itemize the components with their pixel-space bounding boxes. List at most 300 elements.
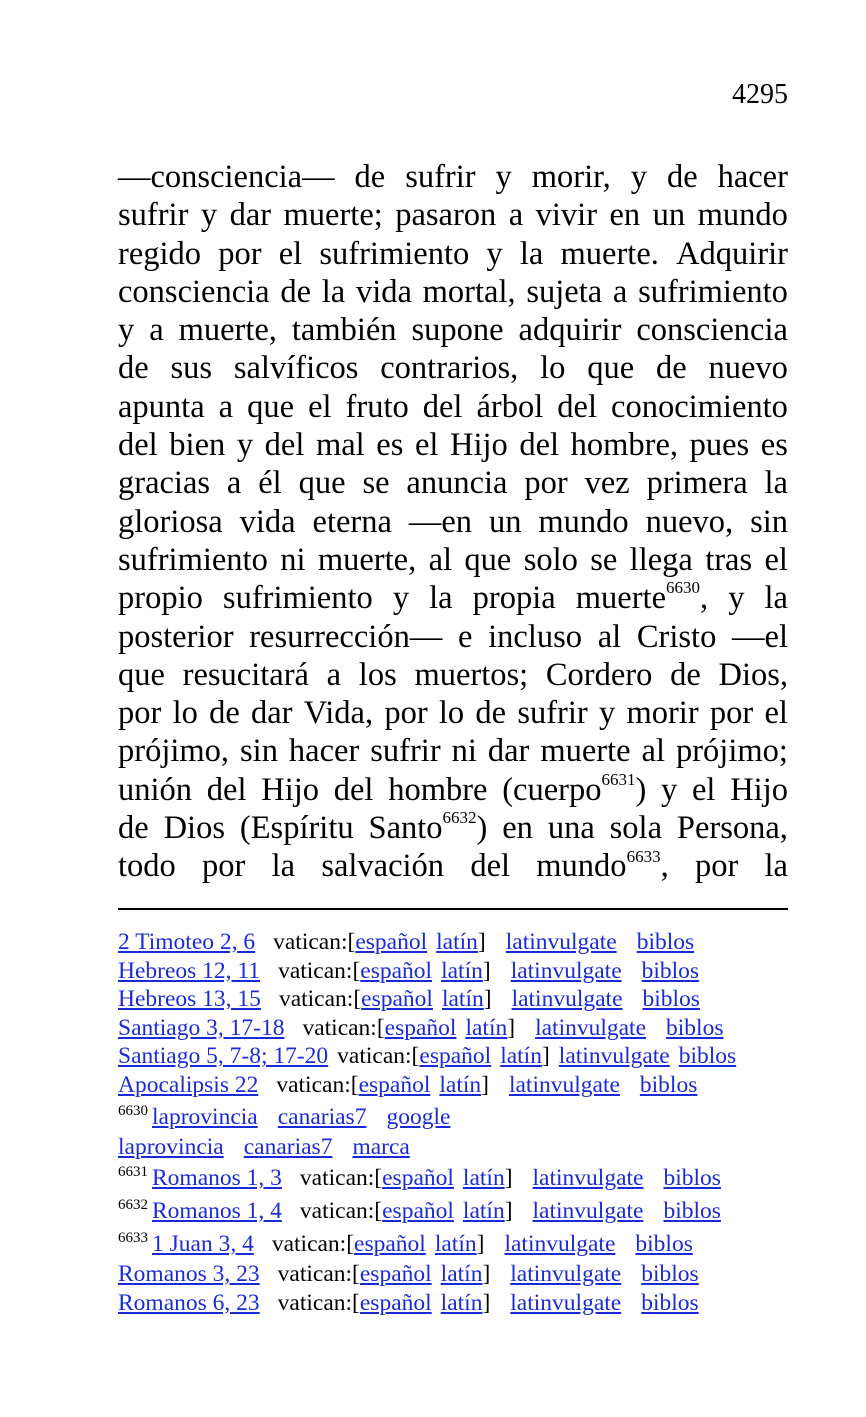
word: propio bbox=[118, 580, 203, 617]
biblos-link[interactable]: biblos bbox=[641, 1289, 699, 1316]
word: y bbox=[728, 580, 745, 617]
text-line bbox=[118, 311, 788, 349]
latinvulgate-link[interactable]: latinvulgate bbox=[510, 1261, 622, 1288]
word: del bbox=[118, 427, 158, 464]
latin-link[interactable]: latín bbox=[440, 1261, 483, 1288]
word: hombre, bbox=[570, 427, 679, 464]
word: incluso bbox=[488, 618, 583, 655]
latin-link[interactable]: latín bbox=[500, 1043, 542, 1070]
word: resurrección— bbox=[249, 618, 443, 655]
word: y bbox=[598, 695, 616, 732]
word: dar bbox=[229, 197, 272, 234]
word: fruto bbox=[345, 388, 409, 425]
word: al bbox=[641, 733, 666, 770]
espanol-link[interactable]: español bbox=[359, 1289, 432, 1316]
body-text bbox=[118, 158, 788, 886]
word: hacer bbox=[717, 159, 788, 195]
vatican-label: vatican:[ bbox=[277, 1289, 360, 1316]
word: sujeta bbox=[526, 273, 603, 310]
footnote-ref-marker: 6633 bbox=[626, 846, 661, 866]
word: dar bbox=[487, 733, 530, 770]
word: que bbox=[587, 350, 635, 387]
news-link-laprovincia[interactable]: laprovincia bbox=[118, 1133, 224, 1160]
text-line bbox=[118, 809, 788, 847]
word: Cordero bbox=[545, 656, 653, 693]
word: hombre bbox=[388, 771, 488, 808]
footnote-line bbox=[118, 1260, 798, 1289]
word: regido bbox=[118, 235, 202, 272]
news-link-canarias7[interactable]: canarias7 bbox=[243, 1133, 333, 1160]
word: muerte, bbox=[178, 312, 277, 349]
word: posterior bbox=[118, 618, 234, 655]
word: Vida, bbox=[303, 695, 374, 732]
word: él bbox=[258, 465, 282, 502]
word: y bbox=[200, 197, 218, 234]
latinvulgate-link[interactable]: latinvulgate bbox=[532, 1198, 644, 1225]
bible-ref-link[interactable]: Santiago 3, 17-18 bbox=[118, 1014, 285, 1041]
word: es bbox=[760, 427, 788, 464]
word: y bbox=[661, 771, 678, 808]
word: que bbox=[247, 388, 295, 425]
word: bien bbox=[169, 427, 226, 464]
word: salvación bbox=[321, 848, 445, 885]
bracket-close: ] bbox=[482, 1289, 491, 1316]
biblos-link[interactable]: biblos bbox=[636, 929, 695, 955]
word: la bbox=[519, 235, 544, 272]
word: solo bbox=[523, 541, 578, 578]
word: por bbox=[118, 695, 162, 732]
bible-ref-link[interactable]: Hebreos 13, 15 bbox=[118, 986, 261, 1013]
word: también bbox=[291, 312, 397, 349]
word: vivir bbox=[535, 197, 598, 234]
word: sufrimiento bbox=[118, 541, 268, 578]
word: muerte bbox=[575, 580, 666, 617]
espanol-link[interactable]: español bbox=[382, 1165, 454, 1192]
page-number: 4295 bbox=[732, 79, 788, 110]
biblos-link[interactable]: biblos bbox=[666, 1014, 724, 1041]
word: Dios, bbox=[718, 656, 788, 693]
word: vez bbox=[584, 465, 630, 502]
word: nuevo bbox=[708, 350, 788, 387]
word: ni bbox=[280, 541, 306, 578]
footnote-marker: 6631 bbox=[118, 1164, 148, 1181]
punctuation: ) bbox=[476, 810, 488, 847]
word: la bbox=[764, 465, 788, 502]
word: lo bbox=[438, 695, 465, 732]
word: lo bbox=[540, 350, 566, 387]
word: —en bbox=[408, 503, 473, 540]
word: (cuerpo bbox=[502, 771, 602, 808]
word: del bbox=[519, 427, 560, 464]
text-line bbox=[118, 503, 788, 541]
word: hacer bbox=[288, 733, 360, 770]
text-line bbox=[118, 541, 788, 579]
word-with-footnote bbox=[502, 771, 646, 809]
bracket-close: ] bbox=[507, 1014, 516, 1041]
word: a bbox=[149, 312, 164, 349]
text-line bbox=[118, 694, 788, 732]
biblos-link[interactable]: biblos bbox=[663, 1165, 721, 1192]
punctuation: , bbox=[700, 580, 709, 617]
word: árbol bbox=[476, 388, 544, 425]
word: resucitará bbox=[182, 656, 309, 693]
word: mundo bbox=[536, 848, 627, 885]
word: de bbox=[655, 350, 687, 387]
word: sufrimiento bbox=[638, 273, 788, 310]
word: se bbox=[362, 465, 390, 502]
text-line bbox=[118, 158, 788, 196]
word: lo bbox=[172, 695, 198, 732]
word: del bbox=[557, 388, 597, 425]
bracket-close: ] bbox=[477, 929, 486, 955]
word: consciencia bbox=[636, 312, 788, 349]
word: adquirir bbox=[518, 312, 622, 349]
footnote-line bbox=[118, 957, 798, 986]
word: y bbox=[630, 159, 647, 195]
word: muerte. bbox=[560, 235, 659, 272]
word: unión bbox=[118, 771, 193, 808]
word: se bbox=[590, 541, 618, 578]
word: por bbox=[694, 848, 739, 885]
biblos-link[interactable]: biblos bbox=[663, 1198, 721, 1225]
word: del bbox=[264, 427, 305, 464]
bible-ref-link[interactable]: 1 Juan 3, 4 bbox=[152, 1231, 254, 1258]
word: y bbox=[118, 312, 135, 349]
latinvulgate-link[interactable]: latinvulgate bbox=[532, 1165, 644, 1192]
biblos-link[interactable]: biblos bbox=[641, 957, 700, 984]
word: sin bbox=[750, 503, 788, 540]
vatican-label: vatican:[ bbox=[273, 929, 356, 955]
word: sufrimiento bbox=[319, 235, 470, 272]
word: la bbox=[321, 273, 346, 310]
word: e bbox=[458, 618, 473, 655]
word: la bbox=[764, 848, 788, 885]
footnote-separator bbox=[118, 908, 788, 910]
word-with-footnote bbox=[536, 847, 668, 885]
footnote-line bbox=[118, 928, 798, 957]
biblos-link[interactable]: biblos bbox=[639, 1071, 698, 1098]
biblos-link[interactable]: biblos bbox=[635, 1231, 693, 1258]
word: y bbox=[236, 427, 254, 464]
espanol-link[interactable]: español bbox=[384, 1014, 457, 1041]
word: mundo bbox=[697, 197, 788, 234]
word: prójimo, bbox=[118, 733, 230, 770]
latin-link[interactable]: latín bbox=[462, 1198, 505, 1225]
vatican-label: vatican:[ bbox=[299, 1165, 383, 1192]
text-line bbox=[118, 196, 788, 234]
word: la bbox=[764, 580, 788, 617]
word: Hijo bbox=[730, 771, 788, 808]
word: mundo bbox=[538, 503, 629, 540]
latin-link[interactable]: latín bbox=[440, 1289, 483, 1316]
footnote-line bbox=[118, 1133, 798, 1162]
bracket-close: ] bbox=[482, 957, 491, 984]
word: a bbox=[226, 465, 242, 502]
latinvulgate-link[interactable]: latinvulgate bbox=[558, 1043, 670, 1070]
espanol-link[interactable]: español bbox=[360, 957, 433, 984]
word: de bbox=[670, 656, 701, 693]
vatican-label: vatican:[ bbox=[337, 1043, 420, 1070]
word: Hijo bbox=[449, 427, 508, 464]
word: (Espíritu bbox=[239, 810, 354, 847]
latin-link[interactable]: latín bbox=[434, 1231, 477, 1258]
word: en bbox=[609, 197, 641, 234]
footnote-ref-marker: 6630 bbox=[666, 578, 700, 598]
vatican-label: vatican:[ bbox=[278, 957, 361, 984]
footnote-line bbox=[118, 1042, 798, 1071]
bible-ref-link[interactable]: Santiago 5, 7-8; 17-20 bbox=[118, 1043, 329, 1070]
word: dar bbox=[251, 695, 293, 732]
word: ni bbox=[451, 733, 477, 770]
word: supone bbox=[411, 312, 504, 349]
bracket-close: ] bbox=[483, 986, 492, 1013]
vatican-label: vatican:[ bbox=[299, 1198, 383, 1225]
biblos-link[interactable]: biblos bbox=[678, 1043, 737, 1070]
word-with-footnote bbox=[576, 579, 708, 617]
footnote-6632 bbox=[118, 1194, 798, 1227]
word: muertos; bbox=[414, 656, 529, 693]
word: a bbox=[326, 656, 342, 693]
text-line bbox=[118, 579, 788, 617]
word: sufrir bbox=[405, 159, 476, 195]
latinvulgate-link[interactable]: latinvulgate bbox=[511, 986, 623, 1013]
word: eterna bbox=[312, 503, 392, 540]
word: el bbox=[764, 695, 788, 732]
vatican-label: vatican:[ bbox=[278, 986, 362, 1013]
word: el bbox=[414, 427, 439, 464]
word: del bbox=[333, 771, 374, 808]
word: vida bbox=[355, 273, 412, 310]
news-link-google[interactable]: google bbox=[386, 1103, 451, 1130]
vatican-label: vatican:[ bbox=[277, 1261, 360, 1288]
bible-ref-link[interactable]: Apocalipsis 22 bbox=[118, 1071, 259, 1098]
word: nuevo, bbox=[645, 503, 734, 540]
word: de bbox=[209, 695, 240, 732]
latin-link[interactable]: latín bbox=[462, 1165, 505, 1192]
word: tras bbox=[705, 541, 753, 578]
word: primera bbox=[646, 465, 748, 502]
word: muerte; bbox=[283, 197, 383, 234]
word-with-footnote bbox=[369, 809, 488, 847]
word: vida bbox=[239, 503, 296, 540]
word: Persona, bbox=[676, 810, 788, 847]
espanol-link[interactable]: español bbox=[382, 1198, 454, 1225]
text-line bbox=[118, 618, 788, 656]
espanol-link[interactable]: español bbox=[355, 929, 428, 955]
footnote-ref-marker: 6631 bbox=[601, 769, 636, 789]
bracket-close: ] bbox=[482, 1261, 491, 1288]
footnote-marker: 6633 bbox=[118, 1230, 148, 1247]
word: —el bbox=[732, 618, 788, 655]
footnote-marker: 6630 bbox=[118, 1102, 148, 1119]
word: al bbox=[597, 618, 622, 655]
bracket-close: ] bbox=[541, 1043, 550, 1070]
word: una bbox=[547, 810, 595, 847]
punctuation: ) bbox=[635, 771, 647, 808]
bible-ref-link[interactable]: Romanos 3, 23 bbox=[118, 1261, 260, 1288]
latin-link[interactable]: latín bbox=[465, 1014, 508, 1041]
word: contrarios, bbox=[380, 350, 519, 387]
espanol-link[interactable]: español bbox=[358, 1071, 431, 1098]
word: —consciencia— bbox=[118, 159, 335, 195]
word: sufrir bbox=[118, 197, 189, 234]
bracket-close: ] bbox=[481, 1071, 489, 1098]
word: llega bbox=[629, 541, 693, 578]
word: propia bbox=[472, 580, 556, 617]
text-line bbox=[118, 732, 788, 770]
word: mal bbox=[315, 427, 365, 464]
text-line bbox=[118, 426, 788, 464]
vatican-label: vatican:[ bbox=[276, 1071, 359, 1098]
text-line bbox=[118, 847, 788, 885]
latinvulgate-link[interactable]: latinvulgate bbox=[504, 1231, 616, 1258]
word: de bbox=[280, 273, 312, 310]
word: sufrir bbox=[370, 733, 441, 770]
word: un bbox=[652, 197, 686, 234]
bible-ref-link[interactable]: 2 Timoteo 2, 6 bbox=[118, 929, 256, 955]
news-link-laprovincia[interactable]: laprovincia bbox=[152, 1103, 258, 1130]
biblos-link[interactable]: biblos bbox=[642, 986, 700, 1013]
text-line bbox=[118, 235, 788, 273]
word: de bbox=[118, 810, 149, 847]
word: del bbox=[206, 771, 247, 808]
word: la bbox=[429, 580, 453, 617]
bible-ref-link[interactable]: Romanos 1, 4 bbox=[152, 1198, 282, 1225]
word: la bbox=[271, 848, 296, 885]
news-link-marca[interactable]: marca bbox=[352, 1133, 410, 1160]
word: de bbox=[475, 695, 507, 732]
text-line bbox=[118, 349, 788, 387]
word: muerte bbox=[540, 733, 631, 770]
vatican-label: vatican:[ bbox=[302, 1014, 385, 1041]
word: el bbox=[308, 388, 332, 425]
espanol-link[interactable]: español bbox=[359, 1261, 432, 1288]
latin-link[interactable]: latín bbox=[441, 957, 483, 984]
word: gloriosa bbox=[118, 503, 223, 540]
footnote-line bbox=[118, 1289, 798, 1318]
latinvulgate-link[interactable]: latinvulgate bbox=[505, 929, 617, 955]
footnote-marker: 6632 bbox=[118, 1197, 148, 1214]
footnote-line bbox=[118, 985, 798, 1014]
word: al bbox=[428, 541, 453, 578]
biblos-link[interactable]: biblos bbox=[641, 1261, 699, 1288]
word: por bbox=[524, 465, 568, 502]
word: por bbox=[218, 235, 262, 272]
word: que bbox=[118, 656, 165, 693]
word: y bbox=[495, 159, 512, 195]
punctuation: , bbox=[660, 848, 669, 885]
bible-ref-link[interactable]: Romanos 1, 3 bbox=[152, 1165, 282, 1192]
word: consciencia bbox=[118, 273, 270, 310]
word: sufrimiento bbox=[222, 580, 373, 617]
word: a bbox=[218, 388, 234, 425]
footnotes bbox=[118, 928, 798, 1317]
text-line bbox=[118, 388, 788, 426]
latinvulgate-link[interactable]: latinvulgate bbox=[535, 1014, 647, 1041]
news-link-canarias7[interactable]: canarias7 bbox=[277, 1103, 367, 1130]
word: Adquirir bbox=[676, 235, 788, 272]
word: que bbox=[464, 541, 512, 578]
footnote-ref-marker: 6632 bbox=[442, 808, 477, 828]
word: sufrir bbox=[517, 695, 588, 732]
word: todo bbox=[118, 848, 176, 885]
word: salvíficos bbox=[233, 350, 359, 387]
word: sin bbox=[240, 733, 278, 770]
bracket-close: ] bbox=[504, 1165, 513, 1192]
word: Santo bbox=[368, 810, 443, 847]
word: sola bbox=[609, 810, 663, 847]
word: mortal, bbox=[422, 273, 516, 310]
word: el bbox=[764, 541, 788, 578]
text-line bbox=[118, 273, 788, 311]
text-line bbox=[118, 656, 788, 694]
word: conocimiento bbox=[611, 388, 788, 425]
word: los bbox=[358, 656, 397, 693]
text-line bbox=[118, 771, 788, 809]
latinvulgate-link[interactable]: latinvulgate bbox=[508, 1071, 620, 1098]
word: el bbox=[692, 771, 716, 808]
espanol-link[interactable]: español bbox=[361, 986, 433, 1013]
footnote-6633 bbox=[118, 1227, 798, 1260]
text-line bbox=[118, 464, 788, 502]
word: morir, bbox=[531, 159, 611, 195]
word: del bbox=[470, 848, 511, 885]
footnote-line bbox=[118, 1071, 798, 1100]
word: un bbox=[488, 503, 522, 540]
bible-ref-link[interactable]: Hebreos 12, 11 bbox=[118, 957, 261, 984]
word: gracias bbox=[118, 465, 211, 502]
word: por bbox=[202, 848, 246, 885]
word: de bbox=[666, 159, 698, 195]
word: pues bbox=[689, 427, 750, 464]
word: morir bbox=[626, 695, 699, 732]
latin-link[interactable]: latín bbox=[436, 929, 478, 955]
word: anuncia bbox=[406, 465, 508, 502]
word: pasaron bbox=[395, 197, 497, 234]
word: por bbox=[709, 695, 754, 732]
word: Cristo bbox=[636, 618, 717, 655]
word: apunta bbox=[118, 388, 205, 425]
word: sus bbox=[170, 350, 213, 387]
word: por bbox=[384, 695, 428, 732]
word: el bbox=[278, 235, 303, 272]
word: que bbox=[298, 465, 346, 502]
bible-ref-link[interactable]: Romanos 6, 23 bbox=[118, 1289, 260, 1316]
bracket-close: ] bbox=[476, 1231, 485, 1258]
word: a bbox=[508, 197, 524, 234]
latinvulgate-link[interactable]: latinvulgate bbox=[510, 957, 622, 984]
vatican-label: vatican:[ bbox=[271, 1231, 355, 1258]
word: y bbox=[392, 580, 410, 617]
word: Hijo bbox=[261, 771, 319, 808]
footnote-6630 bbox=[118, 1100, 798, 1133]
espanol-link[interactable]: español bbox=[419, 1043, 492, 1070]
footnote-line bbox=[118, 1014, 798, 1043]
bracket-close: ] bbox=[504, 1198, 513, 1225]
footnote-6631 bbox=[118, 1161, 798, 1194]
latin-link[interactable]: latín bbox=[441, 986, 484, 1013]
latinvulgate-link[interactable]: latinvulgate bbox=[510, 1289, 622, 1316]
word: a bbox=[612, 273, 628, 310]
word: del bbox=[422, 388, 463, 425]
espanol-link[interactable]: español bbox=[354, 1231, 426, 1258]
word: muerte, bbox=[317, 541, 417, 578]
word: es bbox=[376, 427, 404, 464]
latin-link[interactable]: latín bbox=[439, 1071, 482, 1098]
word: Dios bbox=[163, 810, 225, 847]
word: y bbox=[486, 235, 503, 272]
word: de bbox=[118, 350, 149, 387]
